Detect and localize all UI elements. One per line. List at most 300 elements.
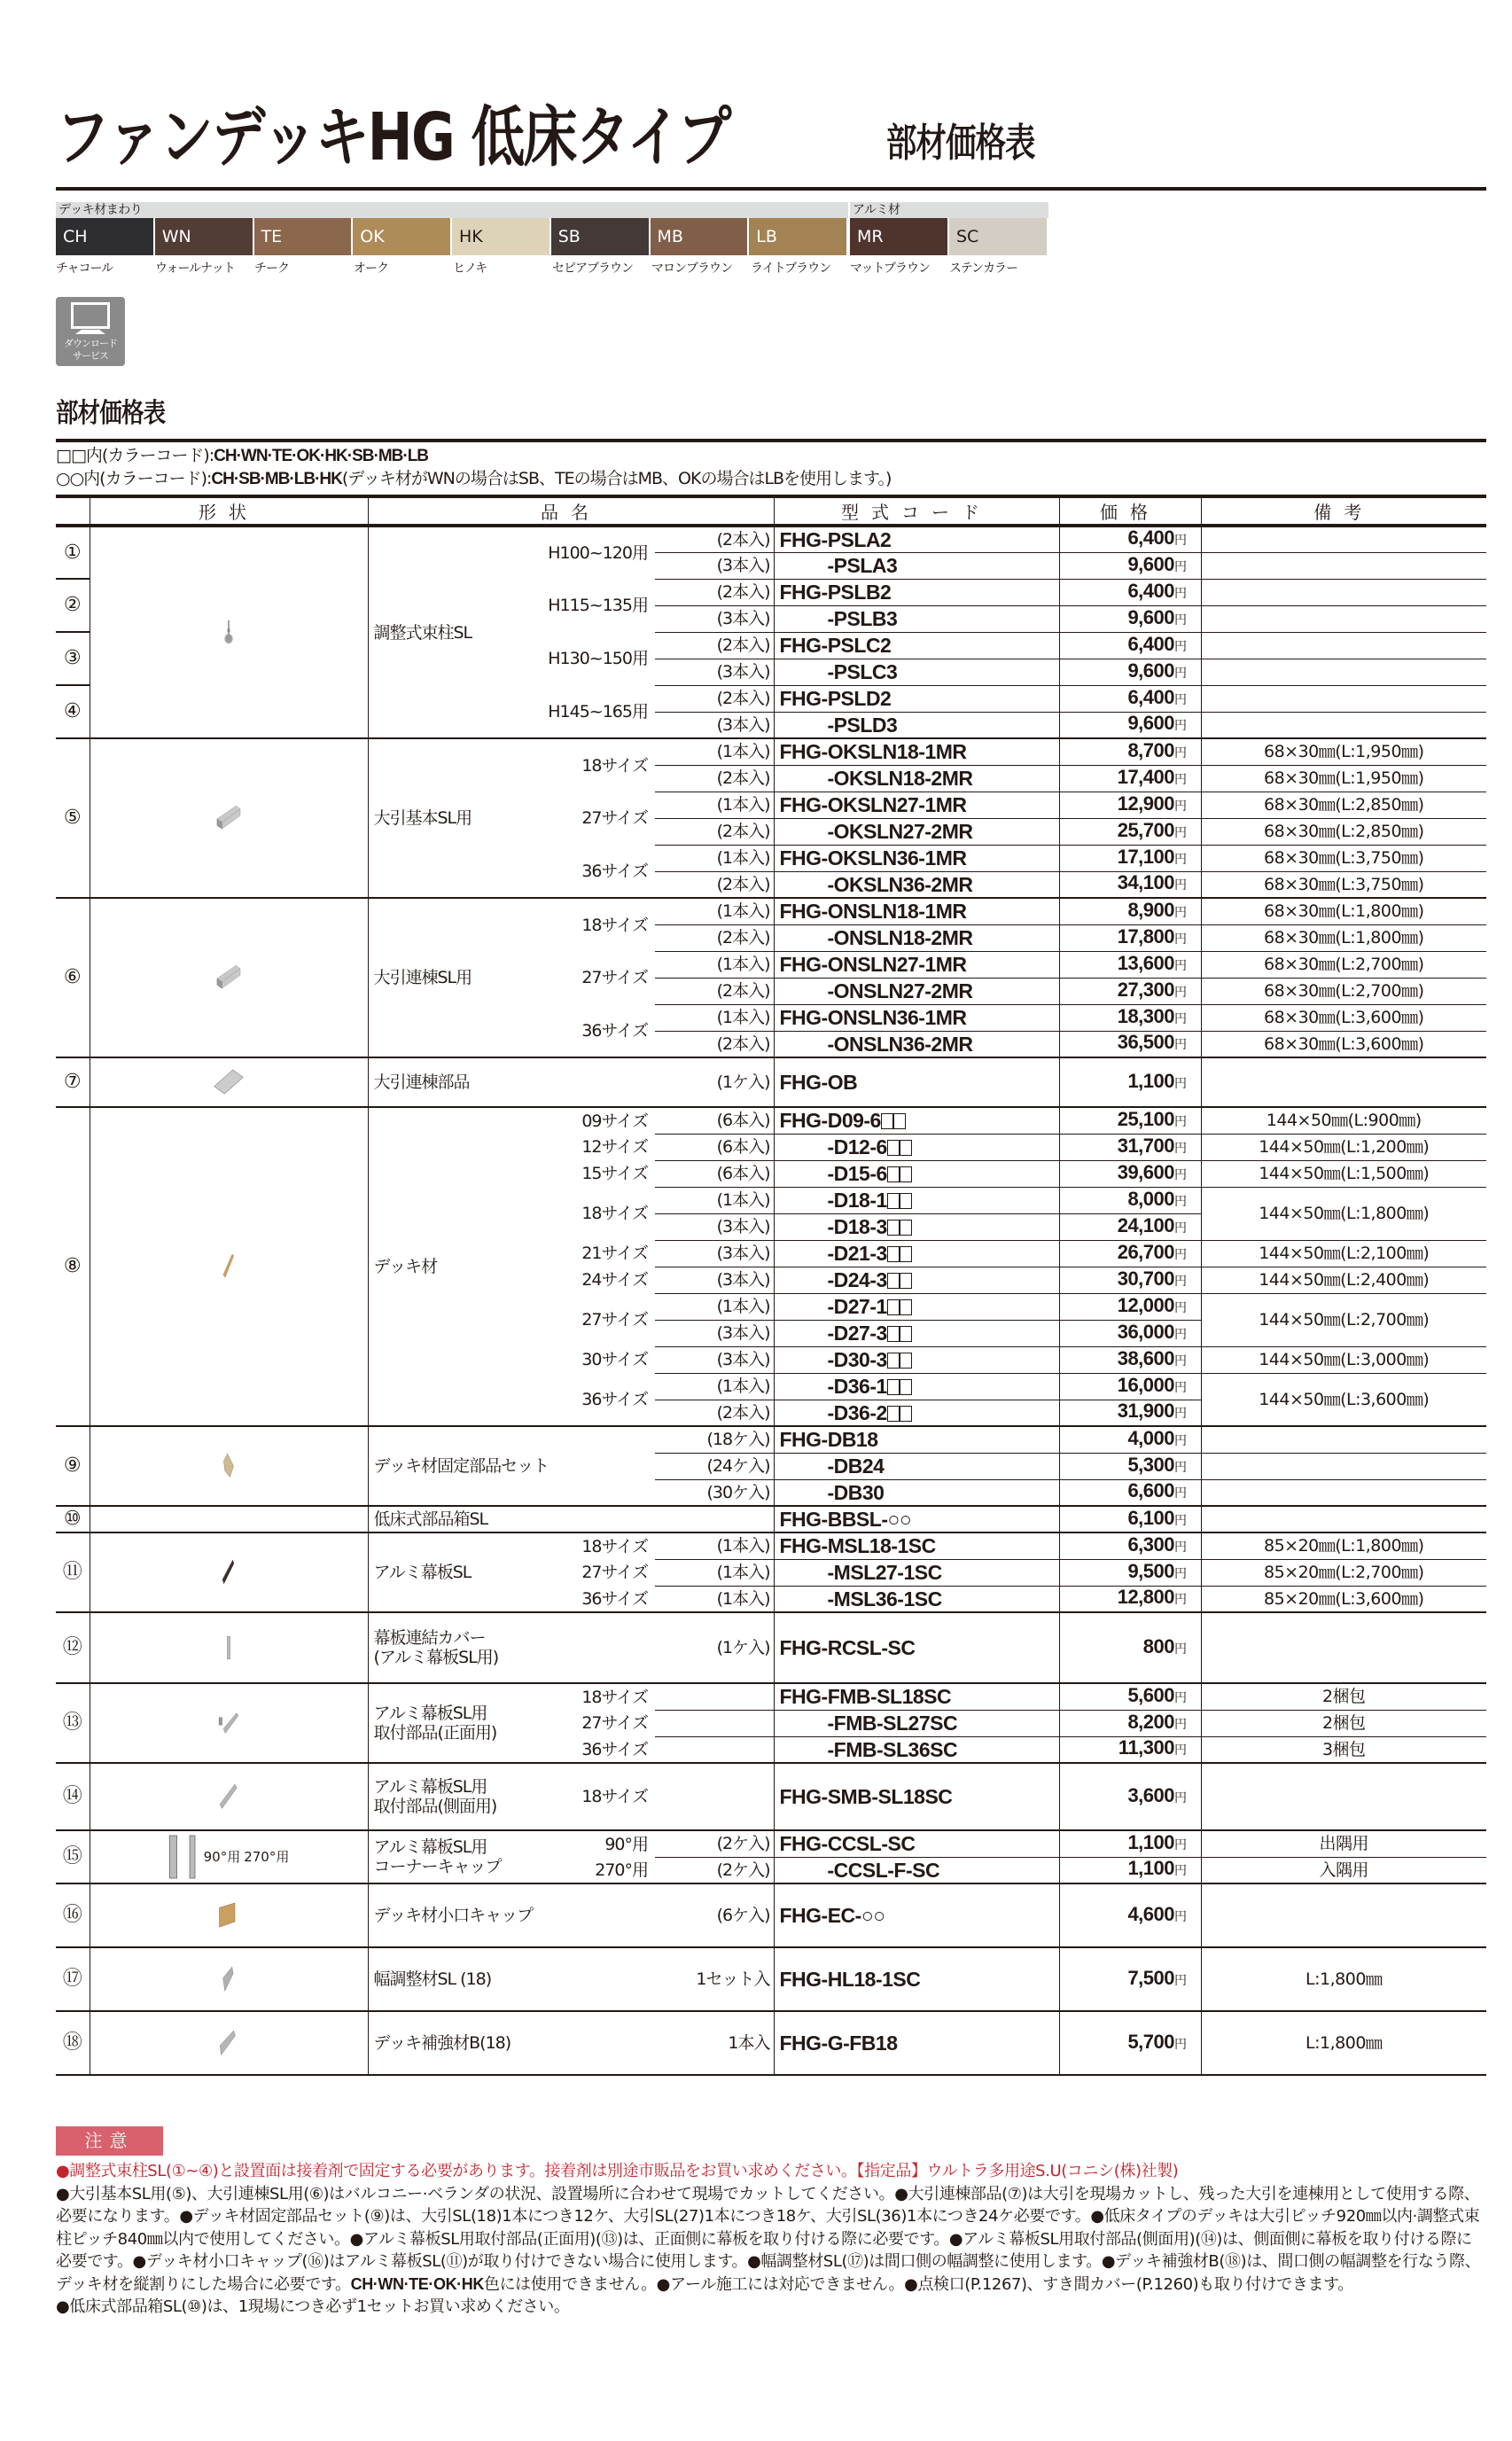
item-number: ①: [56, 526, 90, 579]
color-code-box: [887, 1326, 900, 1342]
item-quantity: (2ケ入): [655, 1857, 774, 1883]
color-name-mb: マロンブラウン: [651, 261, 732, 276]
table-row: [56, 1506, 1486, 1532]
item-remark: [1201, 1612, 1486, 1683]
item-price: 6,400円: [1059, 685, 1201, 712]
item-size: 09サイズ: [529, 1107, 655, 1134]
item-price: 6,600円: [1059, 1479, 1201, 1506]
item-price: 800円: [1059, 1612, 1201, 1683]
item-price: 6,400円: [1059, 579, 1201, 605]
item-size: [529, 2011, 655, 2075]
item-remark: [1201, 579, 1486, 605]
item-price: 31,700円: [1059, 1134, 1201, 1160]
item-quantity: 1本入: [655, 2011, 774, 2075]
item-size: 36サイズ: [581, 861, 648, 881]
item-model-code: -D12-6: [774, 1134, 1059, 1160]
item-quantity: (2本入): [655, 818, 774, 845]
alumi-group-label: アルミ材: [850, 202, 1048, 218]
item-model-code: -D18-1: [774, 1187, 1059, 1213]
item-quantity: (2ケ入): [655, 1830, 774, 1857]
item-price: 16,000円: [1059, 1373, 1201, 1400]
item-quantity: (3本入): [655, 1213, 774, 1240]
item-price: 6,300円: [1059, 1532, 1201, 1559]
item-size: 90°用: [529, 1830, 655, 1857]
color-code-box: [900, 1220, 912, 1236]
item-price: 1,100円: [1059, 1830, 1201, 1857]
item-remark: [1201, 552, 1486, 579]
item-quantity: (3本入): [655, 712, 774, 738]
item-name: 幕板連結カバー (アルミ幕板SL用): [368, 1612, 529, 1683]
header-name: 品名: [368, 496, 774, 526]
item-remark: 144×50㎜(L:3,600㎜): [1201, 1373, 1486, 1426]
item-model-code: FHG-CCSL-SC: [774, 1830, 1059, 1857]
header-shape: 形状: [90, 496, 368, 526]
item-name: 幅調整材SL (18): [368, 1947, 529, 2011]
table-row: [56, 1532, 1486, 1559]
item-model-code: -PSLB3: [774, 605, 1059, 632]
item-price: 9,600円: [1059, 552, 1201, 579]
item-name: アルミ幕板SL用 取付部品(正面用): [368, 1683, 529, 1763]
item-name: アルミ幕板SL用 コーナーキャップ: [368, 1830, 529, 1883]
item-size: 36サイズ: [581, 1588, 648, 1609]
item-name: 低床式部品箱SL: [368, 1506, 529, 1532]
header-remark: 備考: [1201, 496, 1486, 526]
color-code-box: [900, 1140, 912, 1156]
item-number: ④: [56, 685, 90, 738]
item-shape-illustration: [90, 1947, 368, 2011]
table-row: [56, 2011, 1486, 2075]
color-code-box: [887, 1353, 900, 1369]
item-remark: 68×30㎜(L:3,750㎜): [1201, 871, 1486, 898]
item-model-code: -ONSLN18-2MR: [774, 924, 1059, 951]
item-price: 8,200円: [1059, 1710, 1201, 1736]
item-price: 17,800円: [1059, 924, 1201, 951]
item-model-code: -FMB-SL27SC: [774, 1710, 1059, 1736]
item-size: 18サイズ: [581, 1204, 648, 1223]
item-quantity: (2本入): [655, 526, 774, 552]
item-remark: 68×30㎜(L:2,700㎜): [1201, 978, 1486, 1004]
table-row: [56, 1426, 1486, 1453]
legend-circle-note: (デッキ材がWNの場合はSB、TEの場合はMB、OKの場合はLBを使用します。): [341, 469, 892, 488]
item-remark: 144×50㎜(L:3,000㎜): [1201, 1346, 1486, 1373]
download-badge-line1: ダウンロード: [64, 338, 117, 349]
item-model-code: -OKSLN27-2MR: [774, 818, 1059, 845]
item-shape-illustration: [90, 1683, 368, 1763]
item-shape-illustration: [90, 738, 368, 898]
item-number: ⑥: [56, 898, 90, 1057]
item-remark: 3梱包: [1201, 1736, 1486, 1763]
item-number: ⑨: [56, 1426, 90, 1506]
item-price: 12,900円: [1059, 792, 1201, 818]
color-code-box: [887, 1220, 900, 1236]
item-remark: 144×50㎜(L:2,100㎜): [1201, 1240, 1486, 1267]
item-model-code: -PSLD3: [774, 712, 1059, 738]
color-name-hk: ヒノキ: [453, 261, 487, 276]
parts-price-table: [56, 495, 1486, 2076]
item-remark: 68×30㎜(L:3,750㎜): [1201, 845, 1486, 871]
color-swatch-ok: OK: [353, 218, 450, 255]
note-parts-box: ●低床式部品箱SL(⑩)は、1現場につき必ず1セットお買い求めください。: [56, 2297, 570, 2316]
item-quantity: (6本入): [655, 1134, 774, 1160]
item-remark: 2梱包: [1201, 1710, 1486, 1736]
table-row: [56, 1612, 1486, 1683]
item-size: H145~165用: [548, 701, 648, 721]
item-size: 36サイズ: [581, 1389, 648, 1409]
item-price: 8,700円: [1059, 738, 1201, 765]
color-swatch-wn: WN: [155, 218, 253, 255]
item-model-code: FHG-HL18-1SC: [774, 1947, 1059, 2011]
table-row: [56, 1107, 1486, 1134]
item-remark: 68×30㎜(L:1,800㎜): [1201, 898, 1486, 924]
item-model-code: FHG-RCSL-SC: [774, 1612, 1059, 1683]
table-row: [56, 526, 1486, 552]
header-code: 型式コード: [774, 496, 1059, 526]
color-swatch-sc: SC: [949, 218, 1047, 255]
item-quantity: (18ケ入): [655, 1426, 774, 1453]
color-code-box: [887, 1193, 900, 1209]
item-model-code: -CCSL-F-SC: [774, 1857, 1059, 1883]
item-remark: 68×30㎜(L:1,950㎜): [1201, 765, 1486, 792]
item-shape-illustration: [90, 526, 368, 738]
item-remark: 144×50㎜(L:1,200㎜): [1201, 1134, 1486, 1160]
item-model-code: FHG-D09-6: [774, 1107, 1059, 1134]
item-number: ⑱: [56, 2011, 90, 2075]
monitor-stand-icon: [75, 330, 105, 334]
item-price: 9,500円: [1059, 1559, 1201, 1586]
item-shape-illustration: [90, 1883, 368, 1947]
shape-label-90: 90°用: [203, 1849, 241, 1865]
deck-color-group: [56, 202, 848, 255]
item-price: 9,600円: [1059, 712, 1201, 738]
color-name-te: チーク: [254, 261, 289, 276]
item-shape-illustration: [90, 1830, 368, 1883]
color-code-box: [900, 1273, 912, 1289]
item-model-code: FHG-G-FB18: [774, 2011, 1059, 2075]
item-price: 34,100円: [1059, 871, 1201, 898]
item-price: 5,600円: [1059, 1683, 1201, 1710]
item-quantity: (1本入): [655, 1187, 774, 1213]
item-model-code: -D27-3: [774, 1320, 1059, 1346]
item-size: [529, 1426, 655, 1453]
alumi-color-group: [850, 202, 1048, 255]
item-price: 12,800円: [1059, 1586, 1201, 1612]
table-row: [56, 1883, 1486, 1947]
item-number: ⑤: [56, 738, 90, 898]
item-quantity: (3本入): [655, 1267, 774, 1293]
item-price: 3,600円: [1059, 1763, 1201, 1830]
item-price: 9,600円: [1059, 659, 1201, 685]
item-number: ⑪: [56, 1532, 90, 1612]
item-remark: [1201, 1763, 1486, 1830]
item-model-code: FHG-ONSLN27-1MR: [774, 951, 1059, 978]
item-remark: L:1,800㎜: [1201, 1947, 1486, 2011]
item-remark: 85×20㎜(L:1,800㎜): [1201, 1532, 1486, 1559]
item-quantity: (1本入): [655, 845, 774, 871]
item-number: ⑫: [56, 1612, 90, 1683]
item-quantity: (2本入): [655, 765, 774, 792]
item-size: H115~135用: [548, 596, 648, 615]
item-remark: [1201, 1453, 1486, 1479]
table-row: [56, 1830, 1486, 1857]
table-row: [56, 898, 1486, 924]
item-name: 大引連棟部品: [368, 1057, 529, 1107]
item-price: 38,600円: [1059, 1346, 1201, 1373]
note-adhesive: ●調整式束柱SL(①~④)と設置面は接着剤で固定する必要があります。接着剤は別途市販品をお買い求めください。【指定品】ウルトラ多用途S.U(コニシ(株)社製): [56, 2162, 1179, 2180]
item-quantity: (3本入): [655, 1320, 774, 1346]
table-row: [56, 1763, 1486, 1830]
item-price: 4,600円: [1059, 1883, 1201, 1947]
item-quantity: (2本入): [655, 579, 774, 605]
item-remark: 144×50㎜(L:2,400㎜): [1201, 1267, 1486, 1293]
item-quantity: [655, 1506, 774, 1532]
item-shape-illustration: [90, 1057, 368, 1107]
item-model-code: FHG-FMB-SL18SC: [774, 1683, 1059, 1710]
item-price: 5,700円: [1059, 2011, 1201, 2075]
item-quantity: (1本入): [655, 1293, 774, 1320]
color-swatch-te: TE: [254, 218, 352, 255]
item-model-code: FHG-DB18: [774, 1426, 1059, 1453]
color-code-box: [887, 1379, 900, 1395]
item-size: [529, 1612, 655, 1683]
section-divider: [56, 439, 1486, 442]
item-size: 15サイズ: [581, 1164, 648, 1183]
item-price: 11,300円: [1059, 1736, 1201, 1763]
item-remark: [1201, 1426, 1486, 1453]
item-quantity: (3本入): [655, 1240, 774, 1267]
item-quantity: (1本入): [655, 1559, 774, 1586]
color-code-box: [900, 1166, 912, 1182]
item-quantity: (1本入): [655, 792, 774, 818]
color-code-box: [887, 1406, 900, 1422]
item-model-code: -D30-3: [774, 1346, 1059, 1373]
item-quantity: (3本入): [655, 605, 774, 632]
color-code-box: [900, 1353, 912, 1369]
item-remark: [1201, 1057, 1486, 1107]
item-shape-illustration: [90, 1506, 368, 1532]
item-model-code: -FMB-SL36SC: [774, 1736, 1059, 1763]
item-model-code: -D18-3: [774, 1213, 1059, 1240]
item-size: 27サイズ: [581, 968, 648, 987]
item-name: アルミ幕板SL: [368, 1532, 529, 1612]
item-shape-illustration: [90, 898, 368, 1057]
item-remark: 68×30㎜(L:2,850㎜): [1201, 818, 1486, 845]
deck-group-label: デッキ材まわり: [56, 202, 848, 218]
item-price: 36,500円: [1059, 1031, 1201, 1057]
item-size: [529, 1883, 655, 1947]
color-code-box: [900, 1299, 912, 1315]
item-remark: [1201, 712, 1486, 738]
item-remark: 出隅用: [1201, 1830, 1486, 1857]
item-quantity: [655, 1736, 774, 1763]
item-name: 調整式束柱SL: [368, 526, 529, 738]
item-quantity: [655, 1683, 774, 1710]
item-name-line2: コーナーキャップ: [373, 1857, 502, 1876]
item-number: ③: [56, 632, 90, 685]
color-code-box: [881, 1113, 893, 1129]
table-header-row: [56, 496, 1486, 526]
item-quantity: (1本入): [655, 951, 774, 978]
color-name-row: [56, 259, 1048, 277]
item-price: 13,600円: [1059, 951, 1201, 978]
color-code-box: [900, 1406, 912, 1422]
color-code-box: [887, 1299, 900, 1315]
item-model-code: FHG-ONSLN18-1MR: [774, 898, 1059, 924]
item-remark: 68×30㎜(L:2,850㎜): [1201, 792, 1486, 818]
item-model-code: FHG-OKSLN27-1MR: [774, 792, 1059, 818]
item-shape-illustration: [90, 1107, 368, 1426]
item-remark: 入隅用: [1201, 1857, 1486, 1883]
item-quantity: (2本入): [655, 978, 774, 1004]
color-code-box: [900, 1326, 912, 1342]
item-model-code: -PSLC3: [774, 659, 1059, 685]
color-code-legend-square: [56, 445, 428, 467]
item-number: ⑧: [56, 1107, 90, 1426]
item-quantity: (6本入): [655, 1107, 774, 1134]
color-name-mr: マットブラウン: [850, 261, 931, 276]
item-size: 30サイズ: [581, 1350, 648, 1369]
item-quantity: (6本入): [655, 1160, 774, 1187]
item-price: 17,400円: [1059, 765, 1201, 792]
item-name: 大引連棟SL用: [368, 898, 529, 1057]
color-code-box: [887, 1140, 900, 1156]
item-name-line2: (アルミ幕板SL用): [373, 1648, 499, 1667]
item-number: ⑦: [56, 1057, 90, 1107]
item-quantity: (2本入): [655, 871, 774, 898]
item-remark: [1201, 605, 1486, 632]
legend-square-codes: CH·WN·TE·OK·HK·SB·MB·LB: [214, 447, 429, 465]
item-remark: 2梱包: [1201, 1683, 1486, 1710]
page-title: ファンデッキHG 低床タイプ: [56, 99, 730, 175]
color-name-sc: ステンカラー: [949, 261, 1018, 276]
item-remark: 144×50㎜(L:2,700㎜): [1201, 1293, 1486, 1346]
item-quantity: (3本入): [655, 659, 774, 685]
item-price: 9,600円: [1059, 605, 1201, 632]
item-size: 18サイズ: [529, 1683, 655, 1710]
color-swatch-lb: LB: [749, 218, 846, 255]
item-model-code: -D27-1: [774, 1293, 1059, 1320]
item-quantity: [655, 1710, 774, 1736]
item-remark: 85×20㎜(L:2,700㎜): [1201, 1559, 1486, 1586]
color-code-box: [900, 1246, 912, 1262]
item-size: 18サイズ: [529, 738, 655, 792]
item-size: 18サイズ: [529, 1763, 655, 1830]
page-subtitle: 部材価格表: [886, 121, 1035, 166]
item-size: 27サイズ: [581, 1310, 648, 1330]
item-quantity: (1本入): [655, 738, 774, 765]
item-remark: L:1,800㎜: [1201, 2011, 1486, 2075]
color-code-box: [900, 1193, 912, 1209]
item-name-line2: 取付部品(正面用): [373, 1723, 497, 1743]
item-price: 24,100円: [1059, 1213, 1201, 1240]
note-bold-colors: CH·WN·TE·OK·HK: [350, 2274, 484, 2293]
item-price: 26,700円: [1059, 1240, 1201, 1267]
item-remark: [1201, 632, 1486, 659]
item-model-code: -D36-1: [774, 1373, 1059, 1400]
item-remark: 68×30㎜(L:3,600㎜): [1201, 1031, 1486, 1057]
item-price: 1,100円: [1059, 1057, 1201, 1107]
item-model-code: -D15-6: [774, 1160, 1059, 1187]
item-size: [529, 1479, 655, 1506]
item-model-code: -D24-3: [774, 1267, 1059, 1293]
item-size: 27サイズ: [581, 1563, 648, 1582]
item-model-code: -ONSLN27-2MR: [774, 978, 1059, 1004]
item-shape-illustration: [90, 1612, 368, 1683]
item-quantity: (30ケ入): [655, 1479, 774, 1506]
item-price: 4,000円: [1059, 1426, 1201, 1453]
item-quantity: 1セット入: [655, 1947, 774, 2011]
item-size: 36サイズ: [581, 1020, 648, 1041]
item-price: 6,100円: [1059, 1506, 1201, 1532]
item-model-code: FHG-ONSLN36-1MR: [774, 1004, 1059, 1031]
item-model-code: -MSL36-1SC: [774, 1586, 1059, 1612]
item-shape-illustration: [90, 1426, 368, 1506]
item-number: ⑯: [56, 1883, 90, 1947]
item-size: H130~150用: [548, 649, 648, 668]
color-code-legend-circle: [56, 468, 891, 490]
color-swatch-sb: SB: [551, 218, 649, 255]
item-number: ⑰: [56, 1947, 90, 2011]
color-name-lb: ライトブラウン: [751, 261, 831, 276]
item-size: 21サイズ: [581, 1244, 648, 1263]
header-divider: [56, 187, 1486, 191]
item-quantity: (1本入): [655, 1586, 774, 1612]
item-model-code: FHG-OKSLN36-1MR: [774, 845, 1059, 871]
color-name-wn: ウォールナット: [155, 261, 235, 276]
item-size: 27サイズ: [581, 808, 648, 828]
item-quantity: (1本入): [655, 1004, 774, 1031]
item-size: H100~120用: [529, 526, 655, 579]
download-service-badge[interactable]: [56, 297, 125, 366]
item-size: 27サイズ: [581, 1713, 648, 1733]
item-model-code: -OKSLN36-2MR: [774, 871, 1059, 898]
item-shape-illustration: [90, 1763, 368, 1830]
item-price: 5,300円: [1059, 1453, 1201, 1479]
item-price: 30,700円: [1059, 1267, 1201, 1293]
item-remark: [1201, 526, 1486, 552]
item-price: 18,300円: [1059, 1004, 1201, 1031]
color-swatch-hk: HK: [452, 218, 549, 255]
item-quantity: (2本入): [655, 685, 774, 712]
item-model-code: FHG-OKSLN18-1MR: [774, 738, 1059, 765]
item-size: 24サイズ: [581, 1270, 648, 1290]
item-model-code: FHG-PSLB2: [774, 579, 1059, 605]
item-price: 39,600円: [1059, 1160, 1201, 1187]
item-remark: [1201, 685, 1486, 712]
color-swatch-mb: MB: [651, 218, 748, 255]
item-quantity: (1本入): [655, 1373, 774, 1400]
item-quantity: (2本入): [655, 1031, 774, 1057]
item-price: 31,900円: [1059, 1400, 1201, 1426]
item-model-code: FHG-PSLC2: [774, 632, 1059, 659]
table-row: [56, 738, 1486, 765]
item-price: 27,300円: [1059, 978, 1201, 1004]
item-model-code: FHG-SMB-SL18SC: [774, 1763, 1059, 1830]
item-model-code: FHG-EC-○○: [774, 1883, 1059, 1947]
item-name: デッキ材: [368, 1107, 529, 1426]
item-model-code: -DB30: [774, 1479, 1059, 1506]
item-remark: [1201, 1479, 1486, 1506]
item-quantity: (1本入): [655, 1532, 774, 1559]
item-quantity: (2本入): [655, 632, 774, 659]
item-quantity: [655, 1763, 774, 1830]
item-quantity: (2本入): [655, 924, 774, 951]
table-row: [56, 1057, 1486, 1107]
item-price: 6,400円: [1059, 526, 1201, 552]
color-swatch-mr: MR: [850, 218, 947, 255]
item-model-code: -ONSLN36-2MR: [774, 1031, 1059, 1057]
item-size: 18サイズ: [529, 898, 655, 951]
item-size: 36サイズ: [581, 1739, 648, 1759]
